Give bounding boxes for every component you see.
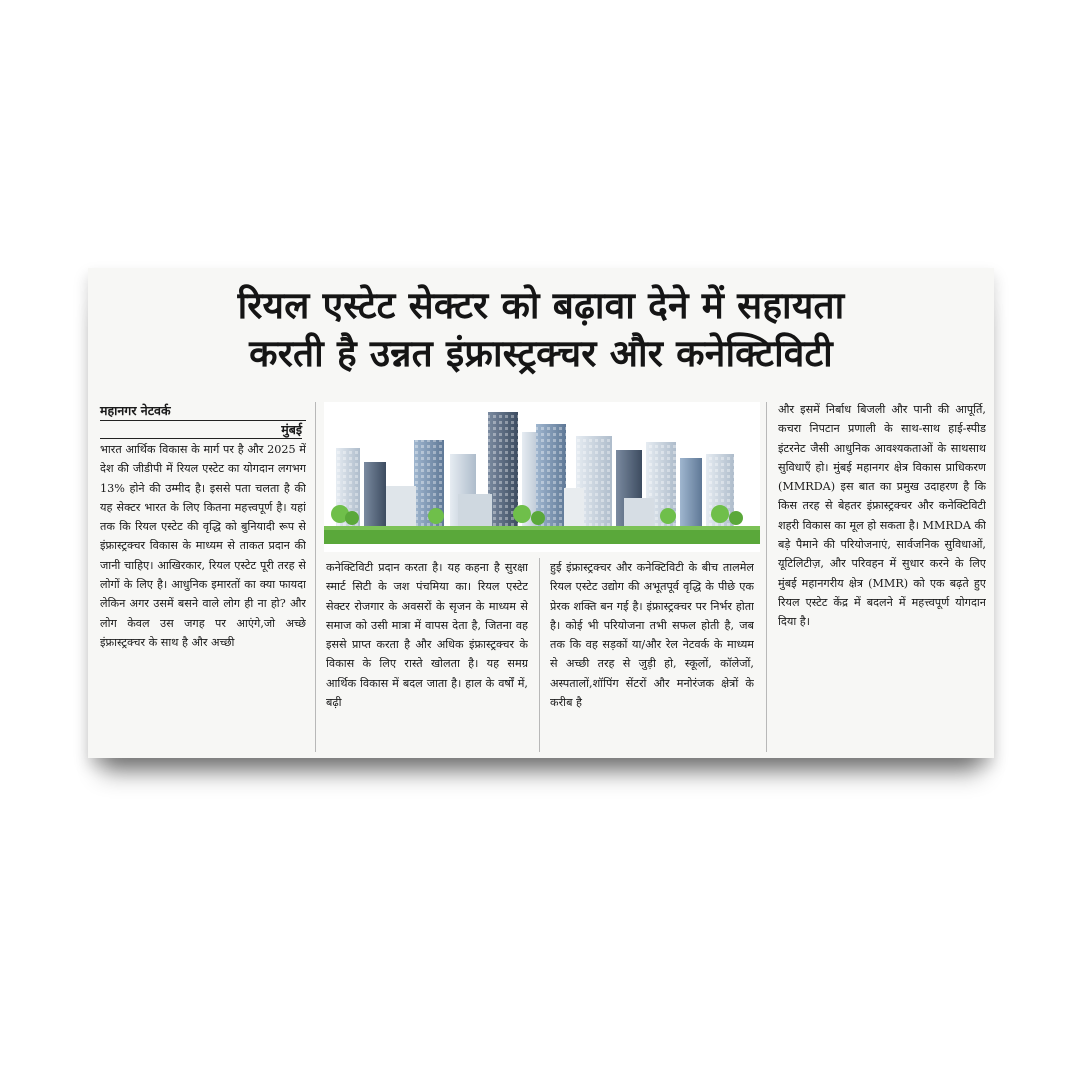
column-divider: [315, 402, 316, 752]
byline: महानगर नेटवर्क: [100, 402, 306, 421]
column-divider: [539, 558, 540, 752]
newspaper-clipping: [88, 268, 994, 758]
dateline: मुंबई: [100, 421, 302, 439]
city-skyline-illustration: [324, 402, 760, 552]
headline-line-1: रियल एस्टेट सेक्टर को बढ़ावा देने में सहायता: [237, 284, 845, 327]
article-column-2: कनेक्टिविटी प्रदान करता है। यह कहना है सुरक्षा स्मार्ट सिटी के जश पंचमिया का। रियल एस्टेट सेक्टर रोजगार के अवसरों के सृजन के माध्यम से समाज को उसी मात्रा में वापस देता है, जितना वह इससे प्राप्त करता है और अधिक इंफ्रास्ट्रक्चर के विकास के लिए रास्ते खोलता है। यह समग्र आर्थिक विकास में बदल जाता है। हाल के वर्षों में, बढ़ी: [326, 561, 528, 710]
article-column-1: भारत आर्थिक विकास के मार्ग पर है और 2025 में देश की जीडीपी में रियल एस्टेट का योगदान लगभग 13% होने की उम्मीद है। इससे पता चलता है की यह सेक्टर भारत के लिए कितना महत्त्वपूर्ण है। यहां तक कि रियल एस्टेट की वृद्धि को बुनियादी रूप से इंफ्रास्ट्रक्चर विकास के माध्यम से ताकत प्रदान की जानी चाहिए। आखिरकार, रियल एस्टेट पूरी तरह से लोगों के लिए है। आधुनिक इमारतों का क्या फायदा लेकिन अगर उसमें बसने वाले लोग ही ना हो? और लोग केवल उस जगह पर आएंगे,जो अच्छे इंफ्रास्ट्रक्चर के साथ है और अच्छी: [100, 443, 306, 649]
headline-line-2: करती है उन्नत इंफ्रास्ट्रक्चर और कनेक्टिविटी: [249, 332, 833, 375]
article-column-4: और इसमें निर्बाध बिजली और पानी की आपूर्ति, कचरा निपटान प्रणाली के साथ-साथ हाई-स्पीड इंटरनेट जैसी आधुनिक आवश्यकताओं के साथसाथ सुविधाएँ हो। मुंबई महानगर क्षेत्र विकास प्राधिकरण (MMRDA) इस बात का प्रमुख उदाहरण है कि किस तरह से बेहतर इंफ्रास्ट्रक्चर और कनेक्टिविटी शहरी विकास का मूल हो सकता है। MMRDA की बड़े पैमाने की परियोजनाएं, सार्वजनिक सुविधाओं, यूटिलिटीज़, और परिवहन में सुधार करने के लिए मुंबई महानगरीय क्षेत्र (MMR) को एक बढ़ते हुए रियल एस्टेट केंद्र में बदलने में महत्त्वपूर्ण योगदान दिया है।: [778, 403, 986, 629]
article-column-3: हुई इंफ्रास्ट्रक्चर और कनेक्टिविटी के बीच तालमेल रियल एस्टेट उद्योग की अभूतपूर्व वृद्धि के पीछे एक प्रेरक शक्ति बन गई है। इंफ्रास्ट्रक्चर पर निर्भर होता है। कोई भी परियोजना तभी सफल होती है, जब तक कि वह सड़कों या/और रेल नेटवर्क के माध्यम से अच्छी तरह से जुड़ी हो, स्कूलों, कॉलेजों, अस्पतालों,शॉपिंग सेंटरों और मनोरंजक क्षेत्रों के करीब है: [550, 561, 754, 710]
headline: [88, 282, 994, 378]
column-divider: [766, 402, 767, 752]
